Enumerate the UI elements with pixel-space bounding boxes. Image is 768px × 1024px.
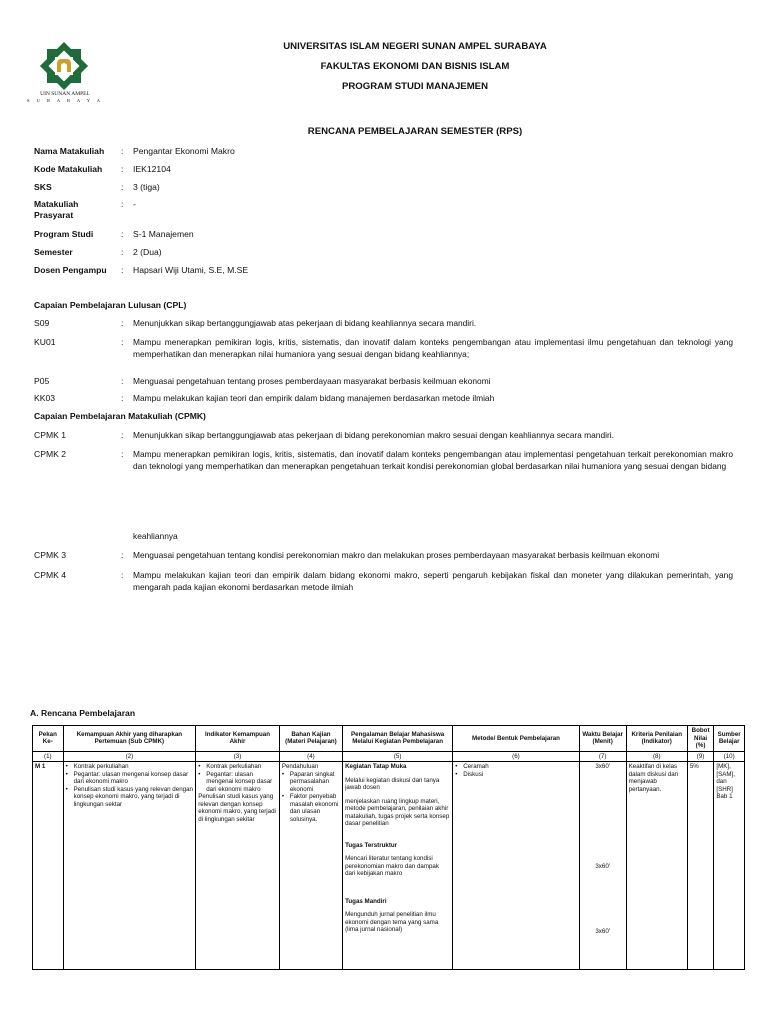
info-label: SKS [34,182,52,192]
colon: : [121,199,124,209]
column-number: (7) [579,751,626,762]
header-cell: Metode/ Bentuk Pembelajaran [453,726,579,752]
time-value: 3x60' [595,862,610,870]
material-intro: Pendahuluan [281,763,319,770]
tugas-mandiri-title: Tugas Mandiri [345,897,387,905]
colon: : [121,337,124,347]
list-item: • Pegantar: ulasan mengenai konsep dasar dari ekonomi makro [198,771,277,794]
colon: : [121,430,124,440]
column-number: (10) [714,751,745,762]
column-number: (8) [626,751,687,762]
cpl-description: Menguasai pengetahuan tentang proses pemberdayaan masyarakat berbasis keilmuan ekonomi [133,376,491,386]
info-label: Nama Matakuliah [34,146,105,156]
info-value: IEK12104 [133,164,171,174]
tatap-muka-title: Kegiatan Tatap Muka [345,763,407,770]
weight-cell: 5% [687,762,714,970]
info-value: 3 (tiga) [133,182,160,192]
tatap-muka-text: Melalui kegiatan diskusi dan tanya jawab dosen [345,776,440,791]
colon: : [121,550,124,560]
section-a-heading: A. Rencana Pembelajaran [30,708,136,718]
logo-caption: UIN SUNAN AMPEL [40,91,90,97]
cpmk-heading: Capaian Pembelajaran Matakuliah (CPMK) [34,411,206,421]
week-cell: M 1 [33,762,64,970]
info-label: Kode Matakuliah [34,164,103,174]
column-number-row [33,751,745,762]
column-number: (2) [63,751,196,762]
cpmk-description: Menguasai pengetahuan tentang kondisi perekonomian makro dan melakukan proses pemberdayaan masyarakat berbasis keilmuan ekonomi [133,550,660,560]
sub-cpmk-cell [63,762,196,970]
cpl-heading: Capaian Pembelajaran Lulusan (CPL) [34,300,187,310]
cpl-description: Menunjukkan sikap bertanggungjawab atas pekerjaan di bidang keahliannya secara mandiri. [133,318,477,328]
column-number: (6) [453,751,579,762]
info-label: Dosen Pengampu [34,265,107,275]
table-header-row [33,726,745,752]
experience-cell [343,762,453,970]
university-name: UNIVERSITAS ISLAM NEGERI SUNAN AMPEL SURABAYA [283,41,547,52]
list-item: • Kontrak perkuliahan [198,763,277,771]
cpl-code: KU01 [34,337,56,347]
colon: : [121,164,124,174]
learning-plan-table [32,725,745,970]
list-item: • Ceramah [455,763,576,771]
time-cell [579,762,626,970]
column-number: (1) [33,751,64,762]
header-cell: Pekan Ke- [33,726,64,752]
cpmk-description-continuation: keahliannya [133,531,178,541]
list-item: • Penulisan studi kasus yang relevan dengan konsep ekonomi makro, yang terjadi di lingkungan sektar [66,786,194,809]
column-number: (4) [279,751,342,762]
tugas-terstruktur-text: Mencari literatur tentang kondisi perekonomian makro dan dampak dari kebijakan makro [345,855,439,877]
source-cell: [MK], [SAM], dan [SHR] Bab 1 [714,762,745,970]
header-cell: Bahan Kajian (Materi Pelajaran) [279,726,342,752]
header-cell: Bobot Nilai (%) [687,726,714,752]
info-value: Pengantar Ekonomi Makro [133,146,235,156]
cpmk-description: Mampu menerapkan pemikiran logis, kritis, sistematis, dan inovatif dalam konteks pengembangan atau implementasi pengetahuan terkait perekonomian makro dan teknologi yang memperhatikan dan menerapkan pengetahuan terkait kondisi perekonomian global berdasarkan nilai humaniora yang sesuai dengan bidang [133,449,733,471]
indicator-text: Penulisan studi kasus yang relevan dengan konsep ekonomi makro, yang terjadi di lingkungan sekitar [198,793,276,823]
colon: : [121,146,124,156]
cpl-code: P05 [34,376,50,386]
list-item: • Faktor penyebab masalah ekonomi dan ulasan solusinya. [282,793,340,823]
document-title: RENCANA PEMBELAJARAN SEMESTER (RPS) [307,126,523,137]
info-label: Program Studi [34,229,94,239]
info-value: S-1 Manajemen [133,229,194,239]
list-item: • Kontrak perkuliahan [66,763,194,771]
cpmk-code: CPMK 3 [34,550,66,560]
cpmk-code: CPMK 1 [34,430,66,440]
cpl-code: KK03 [34,393,56,403]
column-number: (5) [343,751,453,762]
colon: : [121,318,124,328]
material-cell [279,762,342,970]
tugas-terstruktur-title: Tugas Terstruktur [345,841,398,849]
program-name: PROGRAM STUDI MANAJEMEN [341,81,489,92]
colon: : [121,229,124,239]
column-number: (9) [687,751,714,762]
cpl-description: Mampu menerapkan pemikiran logis, kritis, sistematis, dan inovatif dalam konteks pengembangan atau implementasi ilmu pengetahuan dan teknologi yang memperhatikan dan menerapkan nilai humaniora yang sesuai dengan bidang keahliannya; [133,337,733,359]
table-row [33,762,745,970]
faculty-name: FAKULTAS EKONOMI DAN BISNIS ISLAM [320,61,510,72]
header-cell: Pengalaman Belajar Mahasiswa Melalui Kegiatan Pembelajaran [343,726,453,752]
header-cell: Kriteria Penilaian (Indikator) [626,726,687,752]
colon: : [121,376,124,386]
colon: : [121,182,124,192]
colon: : [121,247,124,257]
cpl-description: Mampu melakukan kajian teori dan empirik dalam bidang manajemen berdasarkan metode ilmiah [133,393,495,403]
colon: : [121,570,124,580]
info-value: - [133,199,136,209]
cpmk-description: Menunjukkan sikap bertanggungjawab atas pekerjaan di bidang perekonomian makro sesuai dengan keahliannya secara mandiri. [133,430,614,440]
column-number: (3) [196,751,280,762]
info-value: 2 (Dua) [133,247,162,257]
info-label: Semester [34,247,73,257]
list-item: • Diskusi [455,771,576,779]
method-cell [453,762,579,970]
cpmk-code: CPMK 4 [34,570,66,580]
tatap-muka-text: menjelaskan ruang lingkup materi, metode pembelajaran, penilaian akhir matakuliah, tugas projek serta konsep dasar penelitian [345,797,450,827]
cpmk-description: Mampu melakukan kajian teori dan empirik dalam bidang ekonomi makro, seperti pengaruh kebijakan fiskal dan moneter yang dilakukan pemerintah, yang mengarah pada kajian ekonomi berdasarkan metode ilmiah [133,570,733,592]
header-cell: Sumber Belajar [714,726,745,752]
tugas-mandiri-text: Mengunduh jurnal penelitian ilmu ekonomi dengan tema yang sama (lima jurnal nasional) [345,911,439,933]
info-label: Matakuliah Prasyarat [34,199,79,220]
list-item: • Pegantar: ulasan mengenai konsep dasar dari ekonomi makro [66,771,194,786]
colon: : [121,449,124,459]
header-cell: Waktu Belajar (Menit) [579,726,626,752]
colon: : [121,265,124,275]
indicator-cell [196,762,280,970]
header-cell: Indikator Kemampuan Akhir [196,726,280,752]
colon: : [121,393,124,403]
cpmk-code: CPMK 2 [34,449,66,459]
time-value: 3x60' [595,763,610,770]
cpl-code: S09 [34,318,50,328]
logo-caption-city: S U R A B A Y A [26,98,104,103]
header-cell: Kemampuan Akhir yang diharapkan Pertemuan (Sub CPMK) [63,726,196,752]
list-item: • Paparan singkat permasalahan ekonomi [282,771,340,794]
info-value: Hapsari Wiji Utami, S.E, M.SE [133,265,249,275]
time-value: 3x60' [595,928,610,935]
criteria-cell: Keaktifan di kelas dalam diskusi dan menjawab pertanyaan. [626,762,687,970]
